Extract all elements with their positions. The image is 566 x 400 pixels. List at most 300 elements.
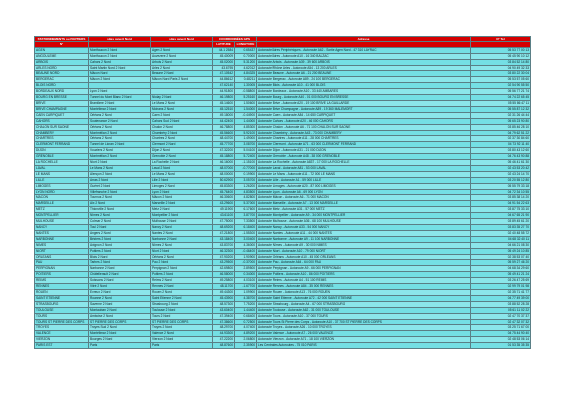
cell-station-name: LIMOGES — [35, 183, 89, 189]
cell-route-1: Soissons 2 Nord — [89, 278, 151, 284]
cell-latitude: 47.90200 — [213, 254, 235, 260]
cell-station-name: STRASBOURG — [35, 301, 89, 307]
cell-latitude: 46.19800 — [213, 95, 235, 101]
cell-phone: 05 59 27 46 20 — [471, 260, 531, 266]
cell-address: Autoroute Brive Champagne - Autoroute A89 - 19 360 MALEMORT — [257, 106, 471, 112]
cell-station-name: NANTES — [35, 230, 89, 236]
cell-longitude: 1.54000 — [235, 106, 257, 112]
cell-latitude: 44.1 2584 — [213, 47, 235, 53]
cell-route-1: Orléans 2 Nord — [89, 136, 151, 142]
cell-route-2: Orléans 2 Nord — [151, 254, 213, 260]
cell-phone: 02 43 53 20 42 — [471, 165, 531, 171]
cell-route-1: Orléans 2 Nord — [89, 124, 151, 130]
cell-longitude: 5.92100 — [235, 130, 257, 136]
cell-phone: 03 26 47 25 69 — [471, 278, 531, 284]
cell-address: Autoroute Blois - Autoroute A10 - 41 000 BLOIS — [257, 83, 471, 89]
cell-route-1: Amboise 2 Nord — [89, 313, 151, 319]
cell-station-name: TOURS — [35, 313, 89, 319]
cell-latitude: 48.07000 — [213, 165, 235, 171]
cell-latitude: 45.40009 — [213, 53, 235, 59]
cell-latitude: 47.22200 — [213, 337, 235, 343]
cell-longitude: 4.82800 — [235, 195, 257, 201]
cell-address: Autoroute/Aires - Autoroute A10 - 16 340 BALZAC — [257, 53, 471, 59]
table-header — [35, 37, 531, 48]
cell-latitude: 45.18800 — [213, 154, 235, 160]
cell-route-2: Lille 2 Nord — [151, 177, 213, 183]
cell-longitude: 4.38700 — [235, 295, 257, 301]
cell-longitude: -1.55300 — [235, 230, 257, 236]
cell-longitude: 4.83500 — [235, 189, 257, 195]
cell-station-name: BRIVE — [35, 100, 89, 106]
cell-route-2: Strasbourg 2 Nord — [151, 301, 213, 307]
cell-route-1: Brantôme 2 Nord — [89, 100, 151, 106]
cell-longitude: 7.33500 — [235, 219, 257, 225]
cell-latitude: 43.83700 — [213, 242, 235, 248]
cell-route-2: ST PIERRE DES CORPS — [151, 319, 213, 325]
cell-station-name: VIERZON — [35, 337, 89, 343]
cell-route-2: Agen 2 Nord — [151, 47, 213, 53]
cell-route-2: Poitiers 2 Nord — [151, 272, 213, 278]
cell-phone: 04 73 92 11 40 — [471, 142, 531, 148]
cell-longitude: 1.44000 — [235, 118, 257, 124]
cell-route-1: Roanne 2 Nord — [89, 295, 151, 301]
cell-address: Autoroute Rennes - Autoroute A84 - 35 000 RENNES — [257, 284, 471, 290]
cell-address: Autoroute Laval - Autoroute A81 - 53 000 LAVAL — [257, 165, 471, 171]
cell-route-2: Grenoble 2 Nord — [151, 154, 213, 160]
cell-longitude: 0.48211 — [235, 77, 257, 83]
cell-latitude: 48.57300 — [213, 301, 235, 307]
cell-phone: 05 55 87 12 32 — [471, 106, 531, 112]
cell-route-2: Mâcon Nord Paris 2 Nord — [151, 77, 213, 83]
cell-latitude: 46.78800 — [213, 124, 235, 130]
cell-address: Autoroute Niort - Autoroute A10 - 79 000 NIORT — [257, 248, 471, 254]
cell-address: Autoroute Clermont - Autoroute A71 - 63 000 CLERMONT FERRAND — [257, 142, 471, 148]
cell-address: Autoroute Chalon - Autoroute A6 - 71 100 CHALON SUR SAONE — [257, 124, 471, 130]
cell-route-1: Guéret 2 Nord — [89, 183, 151, 189]
cell-latitude: 49.18000 — [213, 112, 235, 118]
cell-station-name: LYON NORD — [35, 189, 89, 195]
cell-route-2: Reims 2 Nord — [151, 278, 213, 284]
cell-route-1: Orléans 2 Nord — [89, 112, 151, 118]
cell-route-2: Niort 2 Nord — [151, 248, 213, 254]
cell-phone: 03 85 38 14 20 — [471, 195, 531, 201]
cell-address: Autoroute Limoges - Autoroute A20 - 87 000 LIMOGES — [257, 183, 471, 189]
cell-latitude: 44.42400 — [213, 118, 235, 124]
cell-phone: 05 49 41 21 24 — [471, 272, 531, 278]
cell-phone: 05 55 79 33 18 — [471, 183, 531, 189]
cell-latitude: 47.10542 — [213, 71, 235, 77]
cell-phone: 03 87 75 33 10 — [471, 207, 531, 213]
cell-route-2: Mulhouse 2 Nord — [151, 219, 213, 225]
cell-longitude: 4.84325 — [235, 71, 257, 77]
cell-route-1: Alençon 2 Nord — [89, 171, 151, 177]
cell-latitude: 46.32300 — [213, 248, 235, 254]
cell-address: Autoroute Cahors - Autoroute A20 - 46 000 CAHORS — [257, 118, 471, 124]
cell-longitude: -0.77000 — [235, 165, 257, 171]
cell-route-1: Saverne 2 Nord — [89, 301, 151, 307]
cell-longitude: 3.08700 — [235, 142, 257, 148]
cell-station-name: BLOIS NORD — [35, 83, 89, 89]
cell-station-name: BEAUNE NORD — [35, 71, 89, 77]
cell-station-name: ARLES NORD — [35, 65, 89, 71]
cell-address: Autoroute Bourg - Autoroute A40 - 01 000 BOURG EN BRESSE — [257, 95, 471, 101]
cell-latitude: 47.39400 — [213, 313, 235, 319]
cell-station-name: LE MANS — [35, 171, 89, 177]
cell-route-2: Toulouse 2 Nord — [151, 307, 213, 313]
cell-address: Autoroute Bordeaux - Autoroute A10 - 33 440 AMBARES — [257, 89, 471, 95]
cell-longitude: 7.75200 — [235, 301, 257, 307]
cell-route-1: Le Mans 2 Nord — [89, 165, 151, 171]
cell-station-name: CHALON SUR SAONE — [35, 124, 89, 130]
cell-station-name: ARBOIS — [35, 59, 89, 65]
cell-latitude: 45.76400 — [213, 189, 235, 195]
cell-address: Autoroute Chambéry - Autoroute A43 - 73 000 CHAMBERY — [257, 130, 471, 136]
cell-phone: 05 55 86 47 11 — [471, 100, 531, 106]
cell-route-2: Caen 2 Nord — [151, 112, 213, 118]
cell-latitude: 49.25800 — [213, 278, 235, 284]
cell-address: Autoroute Nîmes - Autoroute A9 - 30 000 NIMES — [257, 242, 471, 248]
col-subheader-longitude: LONGITUDE — [235, 42, 257, 47]
cell-route-1: Béziers 2 Nord — [89, 236, 151, 242]
cell-route-1: Arras 2 Nord — [89, 177, 151, 183]
table-body — [35, 47, 531, 348]
cell-address: Autoroute Reims - Autoroute A4 - 51 100 REIMS — [257, 278, 471, 284]
cell-route-1: Villefranche 2 Nord — [89, 189, 151, 195]
cell-station-name: MONTPELLIER — [35, 213, 89, 219]
cell-longitude: 4.89200 — [235, 331, 257, 337]
cell-phone: 02 99 79 01 98 — [471, 284, 531, 290]
cell-station-name: NARBONNE — [35, 236, 89, 242]
cell-phone: 05 53 77 00 13 — [471, 47, 531, 53]
cell-latitude: 42.69800 — [213, 266, 235, 272]
cell-longitude: 4.85300 — [235, 124, 257, 130]
cell-phone: 02 35 71 41 77 — [471, 289, 531, 295]
cell-address: Autoroute Toulouse - Autoroute A62 - 31 000 TOULOUSE — [257, 307, 471, 313]
cell-address: Autoroute Grenoble - Autoroute A48 - 38 000 GRENOBLE — [257, 154, 471, 160]
cell-longitude: 0.65437 — [235, 47, 257, 53]
cell-address: Autoroute Bergerac - Autoroute A89 - 24 100 BERGERAC — [257, 77, 471, 83]
cell-latitude: 44.86612 — [213, 77, 235, 83]
cell-station-name: RENNES — [35, 284, 89, 290]
cell-latitude: 45.77700 — [213, 142, 235, 148]
cell-longitude: -0.46400 — [235, 248, 257, 254]
cell-route-2: Chambéry 2 Nord — [151, 130, 213, 136]
cell-route-2: Nantes 2 Nord — [151, 230, 213, 236]
cell-station-name: NANCY — [35, 225, 89, 231]
cell-route-2: Laval 2 Nord — [151, 165, 213, 171]
cell-route-2: Narbonne 2 Nord — [151, 236, 213, 242]
cell-phone: 03 89 45 61 20 — [471, 219, 531, 225]
cell-address: Autoroute Narbonne - Autoroute A9 - 11 100 NARBONNE — [257, 236, 471, 242]
cell-latitude: 50.62900 — [213, 177, 235, 183]
cell-phone: 04 74 22 65 45 — [471, 95, 531, 101]
cell-address: Autoroute Poitiers - Autoroute A10 - 86 000 POITIERS — [257, 272, 471, 278]
cell-station-name: METZ — [35, 207, 89, 213]
cell-longitude: 3.87700 — [235, 213, 257, 219]
cell-latitude: 43.18400 — [213, 236, 235, 242]
cell-route-1: Saint Martin Nord 2 Nord — [89, 65, 151, 71]
col-header-address: Adresse — [257, 37, 471, 42]
cell-route-2: Niolay 2 Nord — [151, 95, 213, 101]
cell-latitude: 45.83300 — [213, 183, 235, 189]
cell-phone: 05 65 23 90 80 — [471, 118, 531, 124]
cell-route-1: Troyes Sud 2 Nord — [89, 325, 151, 331]
cell-latitude: 45.14600 — [213, 100, 235, 106]
cell-longitude: 2.35900 — [235, 343, 257, 349]
cell-phone: 04 75 44 90 40 — [471, 331, 531, 337]
cell-address: Autoroute/Rhône Arles - Autoroute A54 - 13 200 ARLES — [257, 65, 471, 71]
cell-route-1: Montfaucon 2 Nord — [89, 47, 151, 53]
cell-longitude: 0.34000 — [235, 272, 257, 278]
cell-route-1: Tunnel de Lioran 2 Nord — [89, 142, 151, 148]
cell-route-1: Montélimar 2 Nord — [89, 331, 151, 337]
cell-address: Autoroute Nantes - Autoroute A11 - 44 000 NANTES — [257, 230, 471, 236]
cell-address: Les Centrales Autoroutes - 75 010 PARIS — [257, 343, 471, 349]
cell-station-name: CAHORS — [35, 118, 89, 124]
cell-route-1: Montmélian 2 Nord — [89, 130, 151, 136]
cell-address: Autoroute Tours St Pierre des Corps - Autoroute A10 - 37 700 ST PIERRE DES CORPS — [257, 319, 471, 325]
cell-station-name: DIJON — [35, 148, 89, 154]
cell-route-2: Saint Etienne 2 Nord — [151, 295, 213, 301]
cell-station-name: MULHOUSE — [35, 219, 89, 225]
cell-phone: 05 53 57 05 60 — [471, 77, 531, 83]
cell-latitude: 47.75000 — [213, 219, 235, 225]
cell-latitude: 45.02000 — [213, 59, 235, 65]
cell-route-1: Narbonne 2 Nord — [89, 266, 151, 272]
cell-route-2: Paris — [151, 343, 213, 349]
cell-phone: 05 56 77 21 74 — [471, 89, 531, 95]
cell-station-name: CLERMONT FERRAND — [35, 142, 89, 148]
cell-route-1: Montmélian 2 Nord — [89, 154, 151, 160]
cell-station-name: ANGOULEME — [35, 53, 89, 59]
cell-station-name: ROUEN — [35, 289, 89, 295]
cell-station-name: LILLE — [35, 177, 89, 183]
cell-route-2: Le Mans 2 Nord — [151, 100, 213, 106]
cell-longitude: 4.07400 — [235, 325, 257, 331]
cell-route-2: Tours 2 Nord — [151, 313, 213, 319]
cell-latitude: 48.69200 — [213, 225, 235, 231]
col-header-phone: N° Tel — [471, 37, 531, 42]
cell-phone: 03 80 43 12 60 — [471, 148, 531, 154]
cell-station-name: NIMES — [35, 242, 89, 248]
cell-address: Autoroute Saint Etienne - Autoroute A72 - 42 000 SAINT ETIENNE — [257, 295, 471, 301]
cell-station-name: BRIVE CHAMPAGNE — [35, 106, 89, 112]
cell-route-1: Paris — [89, 343, 151, 349]
cell-latitude: 48.87600 — [213, 343, 235, 349]
col-subheader-number: N° — [35, 42, 89, 47]
cell-route-1: Montfaucon 2 Nord — [89, 53, 151, 59]
col-header-route-2: sites ouvert Nord — [151, 37, 213, 42]
cell-route-1: Niort 2 Nord — [89, 160, 151, 166]
cell-route-2: Cahors Sud 2 Nord — [151, 118, 213, 124]
cell-route-2: La Rochelle 2 Nord — [151, 160, 213, 166]
cell-phone: 04 72 34 10 55 — [471, 189, 531, 195]
cell-longitude: 0.68400 — [235, 313, 257, 319]
cell-route-1: ST PIERRE DES CORPS — [89, 319, 151, 325]
cell-route-1: Angers 2 Nord — [89, 230, 151, 236]
cell-route-1: Nîmes 2 Nord — [89, 213, 151, 219]
cell-route-2: Nîmes 2 Nord — [151, 242, 213, 248]
cell-address: Autoroute Orléans - Autoroute A10 - 45 000 ORLEANS — [257, 254, 471, 260]
cell-address: Autoroute Strasbourg - Autoroute A4 - 67 000 STRASBOURG — [257, 301, 471, 307]
cell-route-1: Tunnel du Mont Blanc 2 Nord — [89, 95, 151, 101]
cell-phone: 03 25 71 67 00 — [471, 325, 531, 331]
cell-phone: 02 37 30 84 60 — [471, 136, 531, 142]
cell-station-name: SAINT ETIENNE — [35, 295, 89, 301]
cell-latitude: 46.58000 — [213, 272, 235, 278]
cell-route-1: Poitiers 2 Nord — [89, 248, 151, 254]
cell-route-1: Bourges 2 Nord — [89, 337, 151, 343]
cell-longitude: 6.18400 — [235, 225, 257, 231]
cell-route-2: Valence 2 Nord — [151, 331, 213, 337]
cell-address: Autoroute Nancy - Autoroute A33 - 54 000 NANCY — [257, 225, 471, 231]
cell-route-1: Soutenance 2 Nord — [89, 118, 151, 124]
cell-station-name: NIORT — [35, 248, 89, 254]
cell-longitude: -0.37000 — [235, 260, 257, 266]
cell-address: Autoroute Lille - Autoroute A1 - 59 000 LILLE — [257, 177, 471, 183]
cell-address: Autoroute Tours - Autoroute A10 - 37 000 TOURS — [257, 313, 471, 319]
cell-station-name: LA ROCHELLE — [35, 160, 89, 166]
cell-phone: 04 91 54 22 63 — [471, 201, 531, 207]
cell-station-name: TOULOUSE — [35, 307, 89, 313]
cell-latitude: 48.11700 — [213, 284, 235, 290]
cell-longitude: 5.37000 — [235, 201, 257, 207]
cell-route-2: Rennes 2 Nord — [151, 284, 213, 290]
cell-address: Autoroute/Aires Périphériques - Autoroute A62 - Sortie Agen Nord - 47 310 LAYRAC — [257, 47, 471, 53]
cell-latitude: 43.6795 — [213, 65, 235, 71]
cell-longitude: 0.19900 — [235, 171, 257, 177]
cell-route-2: Montpellier 2 Nord — [151, 213, 213, 219]
cell-address: Autoroute La Rochelle - Autoroute A837 - 17 000 LA ROCHELLE — [257, 160, 471, 166]
cell-longitude: -0.58800 — [235, 89, 257, 95]
cell-address: Autoroute Vierzon - Autoroute A71 - 18 100 VIERZON — [257, 337, 471, 343]
cell-route-2: Auvezere 2 Nord — [151, 53, 213, 59]
cell-longitude: 5.04100 — [235, 148, 257, 154]
cell-latitude: 47.62140 — [213, 83, 235, 89]
cell-phone: 04 79 62 51 22 — [471, 130, 531, 136]
cell-address: Autoroute Arbois - Autoroute A39 - 39 600 ARBOIS — [257, 59, 471, 65]
cell-phone: 04 68 34 29 60 — [471, 266, 531, 272]
cell-longitude: 5.31200 — [235, 59, 257, 65]
cell-longitude: -0.44900 — [235, 112, 257, 118]
cell-address: Autoroute Mâcon - Autoroute A6 - 71 000 MACON — [257, 195, 471, 201]
cell-route-1: Vitré 2 Nord — [89, 284, 151, 290]
cell-address: Autoroute Caen - Autoroute A84 - 14 650 CARPIQUET — [257, 112, 471, 118]
cell-station-name: CHAMBERY — [35, 130, 89, 136]
cell-route-1: Montauban 2 Nord — [89, 307, 151, 313]
cell-latitude: 43.61100 — [213, 213, 235, 219]
cell-phone: 03 84 52 14 80 — [471, 59, 531, 65]
cell-station-name: PAU — [35, 260, 89, 266]
stations-table — [34, 36, 531, 349]
cell-station-name: GRENOBLE — [35, 154, 89, 160]
cell-route-2: Vierzon 2 Nord — [151, 337, 213, 343]
cell-address: Autoroute Rouen - Autoroute A13 - 76 000 ROUEN — [257, 289, 471, 295]
cell-latitude: 44.93300 — [213, 331, 235, 337]
cell-longitude: 0.72500 — [235, 319, 257, 325]
cell-station-name: POITIERS — [35, 272, 89, 278]
cell-route-2: Metz 2 Nord — [151, 207, 213, 213]
cell-station-name: MACON — [35, 195, 89, 201]
cell-phone: 05 61 11 02 22 — [471, 307, 531, 313]
cell-latitude: 47.32200 — [213, 148, 235, 154]
cell-address: Autoroute Brive - Autoroute A20 - 19 100 BRIVE LA GAILLARDE — [257, 100, 471, 106]
cell-route-1: Colmar 2 Nord — [89, 219, 151, 225]
cell-address: Autoroute Lyon - Autoroute A6 - 69 000 LYON — [257, 189, 471, 195]
table-row — [35, 343, 531, 349]
cell-route-2: Clermont 2 Nord — [151, 142, 213, 148]
cell-longitude: 5.72400 — [235, 154, 257, 160]
cell-station-name: PARIS EST — [35, 343, 89, 349]
cell-latitude: 48.44700 — [213, 136, 235, 142]
cell-station-name: CHARTRES — [35, 136, 89, 142]
cell-station-name: BOURG EN BRESSE — [35, 95, 89, 101]
cell-route-1: Châtellerault 2 Nord — [89, 272, 151, 278]
cell-station-name: BORDEAUX NORD — [35, 89, 89, 95]
cell-longitude: 6.17600 — [235, 207, 257, 213]
cell-route-1: Toul 2 Nord — [89, 225, 151, 231]
cell-longitude: 3.00400 — [235, 236, 257, 242]
cell-route-1: Thionville 2 Nord — [89, 207, 151, 213]
cell-route-1: Vouziers 2 Nord — [89, 148, 151, 154]
cell-route-2: Nancy 2 Nord — [151, 225, 213, 231]
cell-route-2: Marseille 2 Nord — [151, 201, 213, 207]
cell-route-2: Beaune 2 Nord — [151, 71, 213, 77]
cell-longitude: 0.70000 — [235, 53, 257, 59]
cell-longitude: 1.49000 — [235, 136, 257, 142]
cell-phone: 02 43 24 14 70 — [471, 171, 531, 177]
cell-longitude: 3.05700 — [235, 177, 257, 183]
cell-latitude: 43.29600 — [213, 201, 235, 207]
cell-station-name: AGEN — [35, 47, 89, 53]
cell-latitude: 49.11900 — [213, 207, 235, 213]
cell-phone: 03 80 22 30 04 — [471, 71, 531, 77]
cell-route-2: Troyes 2 Nord — [151, 325, 213, 331]
cell-longitude: -1.15100 — [235, 160, 257, 166]
cell-longitude: 1.09900 — [235, 289, 257, 295]
cell-route-1: Mâcon Nord — [89, 71, 151, 77]
cell-longitude: 1.50600 — [235, 100, 257, 106]
cell-phone: 04 90 49 32 33 — [471, 65, 531, 71]
cell-route-2: Mâcon 2 Nord — [151, 195, 213, 201]
cell-route-2: Chartres 2 Nord — [151, 136, 213, 142]
cell-phone: 02 47 32 07 32 — [471, 319, 531, 325]
cell-route-1: Avignon 2 Nord — [89, 242, 151, 248]
cell-phone: 04 76 43 90 88 — [471, 154, 531, 160]
cell-phone: 05 45 90 10 12 — [471, 53, 531, 59]
cell-longitude: 1.26200 — [235, 183, 257, 189]
cell-station-name: TROYES — [35, 325, 89, 331]
cell-latitude: 45.43900 — [213, 295, 235, 301]
cell-latitude: 45.12510 — [213, 106, 235, 112]
cell-address: Autoroute Beaune - Autoroute A6 - 21 200 BEAUNE — [257, 71, 471, 77]
cell-station-name: CAEN CARPIQUET — [35, 112, 89, 118]
cell-latitude: 46.30600 — [213, 195, 235, 201]
cell-route-2: Pau 2 Nord — [151, 260, 213, 266]
cell-address: Autoroute Marseille - Autoroute A7 - 13 000 MARSEILLE — [257, 201, 471, 207]
cell-latitude: 48.00000 — [213, 171, 235, 177]
cell-address: Autoroute Metz - Autoroute A31 - 57 000 METZ — [257, 207, 471, 213]
cell-route-2: Rouen 2 Nord — [151, 289, 213, 295]
cell-phone: 04 77 49 39 00 — [471, 295, 531, 301]
col-header-gps: COORDONNÉES GPS — [213, 37, 257, 42]
cell-phone: 05 49 24 10 85 — [471, 248, 531, 254]
cell-longitude: 4.62012 — [235, 65, 257, 71]
cell-route-2: Chalon 2 Nord — [151, 124, 213, 130]
cell-latitude: 46.16000 — [213, 160, 235, 166]
cell-phone: 02 54 90 55 50 — [471, 83, 531, 89]
cell-latitude: 45.56600 — [213, 130, 235, 136]
